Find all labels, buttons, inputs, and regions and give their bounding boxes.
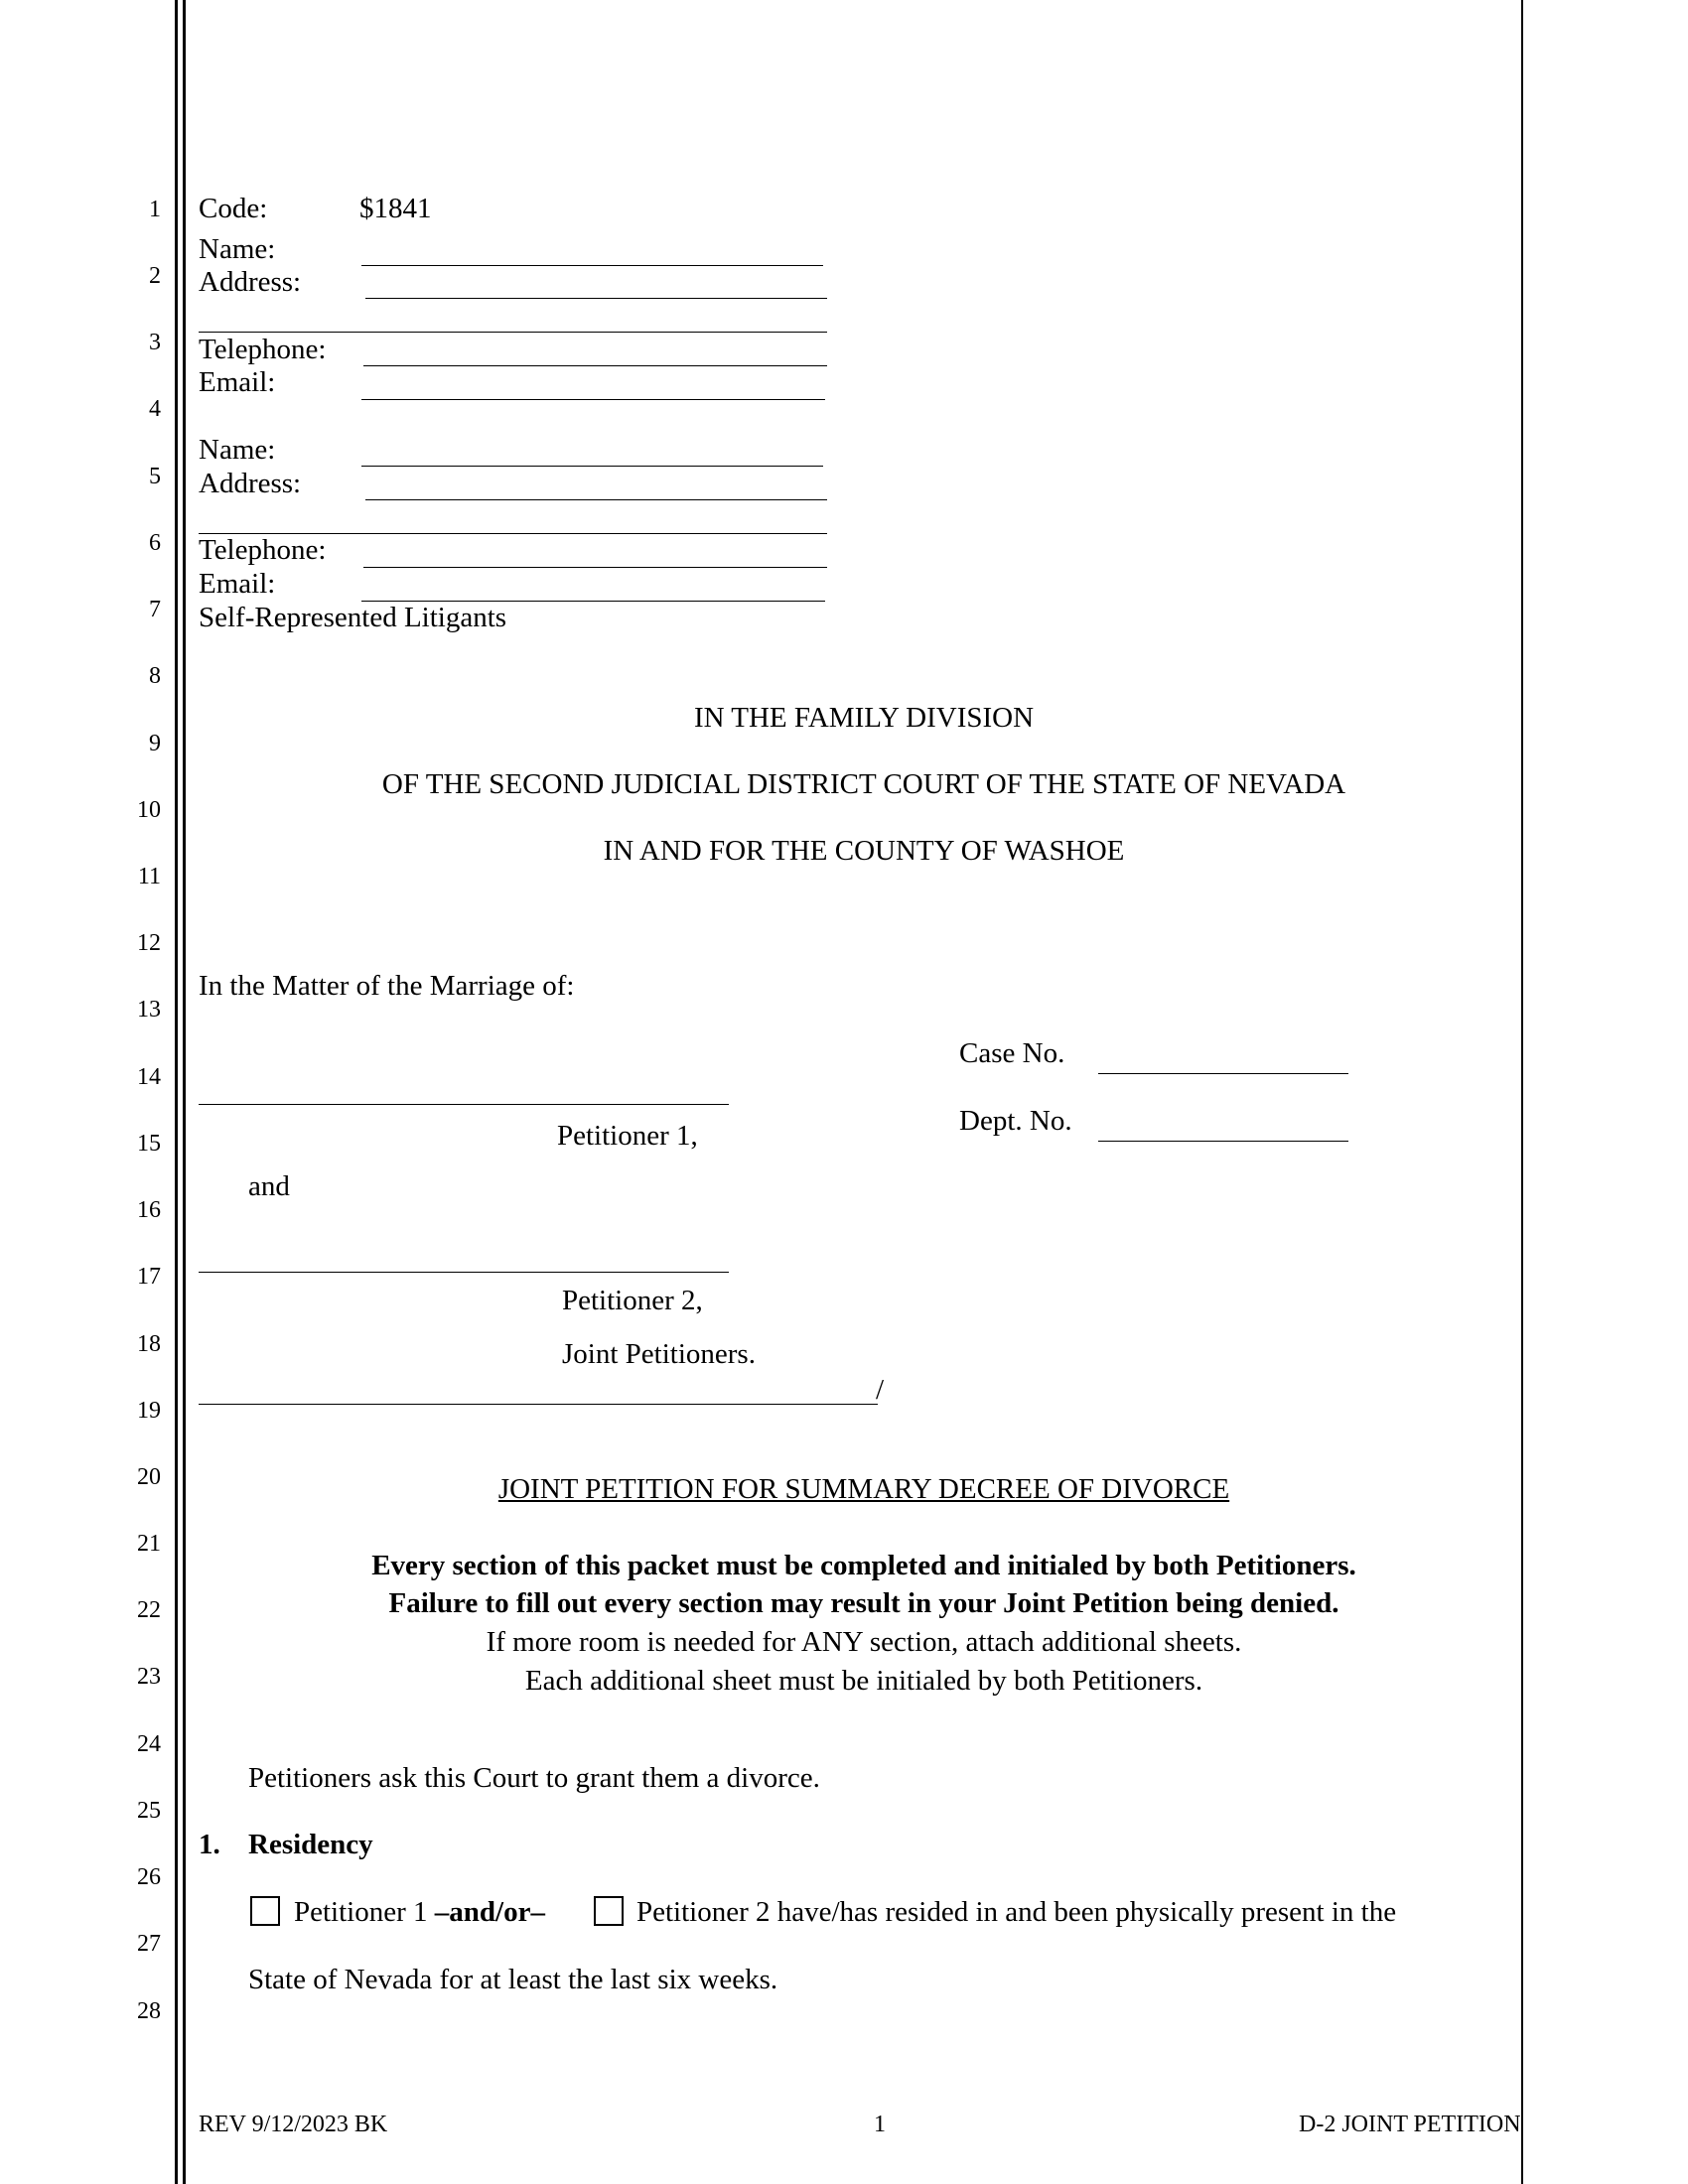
party1-telephone-label: Telephone: [199,334,327,365]
residency-line-2: State of Nevada for at least the last six weeks. [248,1964,778,1995]
party2-telephone-field[interactable] [363,567,827,568]
left-margin-rule-inner [183,0,186,2184]
line-number: 6 [149,530,161,556]
code-label: Code: [199,193,268,224]
party2-name-field[interactable] [361,466,823,467]
line-number: 17 [137,1264,161,1290]
line-number: 28 [137,1998,161,2024]
court-line-2: OF THE SECOND JUDICIAL DISTRICT COURT OF THE STATE OF NEVADA [381,768,1346,800]
line-number: 27 [137,1931,161,1957]
line-number: 21 [137,1531,161,1557]
line-number: 14 [137,1064,161,1090]
document-title: JOINT PETITION FOR SUMMARY DECREE OF DIVORCE [497,1473,1230,1505]
party1-name-field[interactable] [361,265,823,266]
line-number: 2 [149,263,161,289]
instruction-bold-1: Every section of this packet must be completed and initialed by both Petitioners. [371,1550,1356,1581]
form-name: D-2 JOINT PETITION [1299,2112,1521,2137]
petitioner2-name-field[interactable] [199,1272,729,1273]
petitioner1-label: Petitioner 1, [557,1120,698,1152]
and-label: and [248,1170,290,1202]
line-number: 20 [137,1464,161,1490]
residency-andor-text: –and/or– [427,1896,545,1928]
party1-address-label: Address: [199,266,302,298]
line-number: 12 [137,930,161,956]
party1-name-label: Name: [199,233,276,265]
instruction-normal-1: If more room is needed for ANY section, attach additional sheets. [486,1626,1242,1658]
party1-address-field[interactable] [365,298,827,299]
line-number: 15 [137,1131,161,1157]
line-number: 8 [149,663,161,689]
self-represented-label: Self-Represented Litigants [199,602,507,633]
intro-paragraph: Petitioners ask this Court to grant them a divorce. [248,1762,820,1794]
line-number: 4 [149,396,161,422]
line-number: 23 [137,1664,161,1690]
line-number: 11 [137,864,161,889]
petitioner2-label: Petitioner 2, [562,1285,703,1316]
line-number: 3 [149,330,161,355]
court-line-1: IN THE FAMILY DIVISION [693,702,1035,734]
petitioner1-residency-checkbox[interactable] [250,1896,280,1926]
section-1-number: 1. [199,1829,220,1860]
line-number: 24 [137,1731,161,1757]
party2-email-label: Email: [199,568,276,600]
line-number: 9 [149,731,161,756]
instruction-normal-2: Each additional sheet must be initialed by both Petitioners. [524,1665,1203,1697]
left-margin-rule-outer [175,0,178,2184]
caption-slash: / [876,1374,885,1406]
revision-label: REV 9/12/2023 BK [199,2112,388,2137]
line-number: 10 [137,797,161,823]
line-number: 7 [149,597,161,622]
caption-closing-rule [199,1404,878,1405]
party2-address-field[interactable] [365,499,827,500]
residency-petitioner1-text: Petitioner 1 [294,1896,428,1928]
line-number: 25 [137,1798,161,1824]
right-margin-rule [1521,0,1523,2184]
line-number: 26 [137,1864,161,1890]
line-number: 1 [149,197,161,222]
party2-telephone-label: Telephone: [199,534,327,566]
line-number: 22 [137,1597,161,1623]
residency-line [294,1898,545,1927]
line-number: 5 [149,464,161,489]
code-value: $1841 [359,193,432,224]
section-1-title: Residency [248,1829,373,1860]
petitioner1-name-field[interactable] [199,1104,729,1105]
party2-name-label: Name: [199,434,276,466]
petitioner2-residency-checkbox[interactable] [594,1896,624,1926]
residency-petitioner2-text: Petitioner 2 have/has resided in and been physically present in the [636,1896,1397,1928]
court-line-3: IN AND FOR THE COUNTY OF WASHOE [603,835,1125,867]
party1-telephone-field[interactable] [363,365,827,366]
party1-email-label: Email: [199,366,276,398]
line-number: 18 [137,1331,161,1357]
line-number: 16 [137,1197,161,1223]
joint-petitioners-label: Joint Petitioners. [562,1338,756,1370]
instruction-bold-2: Failure to fill out every section may result in your Joint Petition being denied. [388,1587,1339,1619]
line-number: 13 [137,997,161,1023]
case-no-field[interactable] [1098,1073,1348,1074]
party1-email-field[interactable] [361,399,825,400]
dept-no-field[interactable] [1098,1141,1348,1142]
party2-address-label: Address: [199,468,302,499]
dept-no-label: Dept. No. [959,1105,1072,1137]
party1-address-field-line2[interactable] [199,332,827,333]
line-number: 19 [137,1398,161,1424]
page-number: 1 [874,2112,886,2137]
matter-label: In the Matter of the Marriage of: [199,970,575,1002]
case-no-label: Case No. [959,1037,1065,1069]
